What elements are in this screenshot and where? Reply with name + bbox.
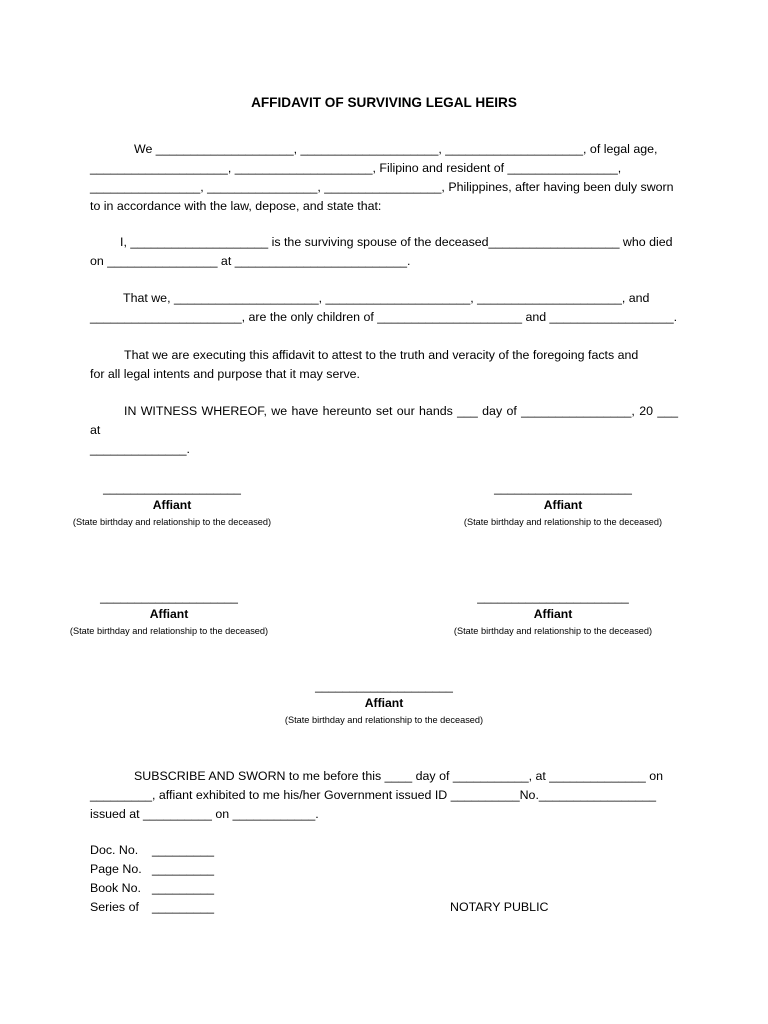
text-line: That we are executing this affidavit to attest to the truth and veracity of the foregoing facts and — [124, 348, 639, 362]
text-line: ______________________, are the only children of _____________________ and __________________. — [90, 310, 678, 324]
affiant-label: Affiant — [364, 696, 404, 710]
text-line: That we, _____________________, _____________________, _____________________, and — [123, 291, 650, 305]
text-line: _________, affiant exhibited to me his/her Government issued ID __________No._________________ — [90, 788, 657, 802]
notary-row-series — [90, 898, 214, 917]
notary-label: Page No. — [90, 862, 142, 876]
affiant-note: (State birthday and relationship to the deceased) — [284, 715, 484, 725]
signature-line[interactable]: ______________________ — [477, 590, 629, 604]
notary-public-label: NOTARY PUBLIC — [450, 900, 549, 914]
affiant-label: Affiant — [533, 607, 573, 621]
notary-value[interactable]: _________ — [152, 881, 215, 895]
text-line: SUBSCRIBE AND SWORN to me before this ____ day of ___________, at ______________ on — [134, 769, 664, 783]
text-line: We ____________________, ____________________, ____________________, of legal age, — [134, 142, 658, 156]
signature-line[interactable]: ____________________ — [100, 590, 238, 604]
affiant-note: (State birthday and relationship to the deceased) — [463, 517, 663, 527]
notary-row-page — [90, 860, 214, 879]
notary-row-doc — [90, 841, 214, 860]
signature-line[interactable]: ____________________ — [103, 481, 241, 495]
affiant-note: (State birthday and relationship to the deceased) — [453, 626, 653, 636]
signature-block-2 — [443, 480, 683, 529]
signature-block-4 — [433, 589, 673, 638]
paragraph-jurat — [90, 767, 678, 824]
signature-block-3 — [49, 589, 289, 638]
affiant-note: (State birthday and relationship to the deceased) — [69, 626, 269, 636]
notary-label: Doc. No. — [90, 843, 139, 857]
text-line: ______________. — [90, 442, 190, 456]
paragraph-witness — [90, 402, 678, 459]
text-line: to in accordance with the law, depose, and state that: — [90, 199, 382, 213]
document-title: AFFIDAVIT OF SURVIVING LEGAL HEIRS — [251, 95, 517, 110]
text-line: ____________________, ____________________, Filipino and resident of ________________, — [90, 161, 622, 175]
notary-value[interactable]: _________ — [152, 900, 215, 914]
paragraph-children — [90, 289, 678, 327]
text-line: issued at __________ on ____________. — [90, 807, 319, 821]
affiant-note: (State birthday and relationship to the deceased) — [72, 517, 272, 527]
text-line: for all legal intents and purpose that it may serve. — [90, 367, 360, 381]
paragraph-purpose — [90, 346, 678, 384]
notary-value[interactable]: _________ — [152, 843, 215, 857]
paragraph-surviving-spouse — [90, 233, 678, 271]
signature-block-1 — [52, 480, 292, 529]
affiant-label: Affiant — [152, 498, 192, 512]
signature-line[interactable]: ____________________ — [494, 481, 632, 495]
notary-label: Series of — [90, 900, 139, 914]
text-line: on ________________ at _________________________. — [90, 254, 411, 268]
notary-details — [90, 841, 214, 917]
affiant-label: Affiant — [543, 498, 583, 512]
notary-label: Book No. — [90, 881, 141, 895]
notary-row-book — [90, 879, 214, 898]
affiant-label: Affiant — [149, 607, 189, 621]
notary-value[interactable]: _________ — [152, 862, 215, 876]
text-line: IN WITNESS WHEREOF, we have hereunto set our hands ___ day of ________________, 20 ___ at — [90, 404, 678, 437]
text-line: I, ____________________ is the surviving spouse of the deceased___________________ who died — [120, 235, 673, 249]
signature-block-5 — [264, 678, 504, 727]
paragraph-identities — [90, 140, 678, 216]
signature-line[interactable]: ____________________ — [315, 679, 453, 693]
text-line: ________________, ________________, _________________, Philippines, after having been duly sworn — [90, 180, 674, 194]
